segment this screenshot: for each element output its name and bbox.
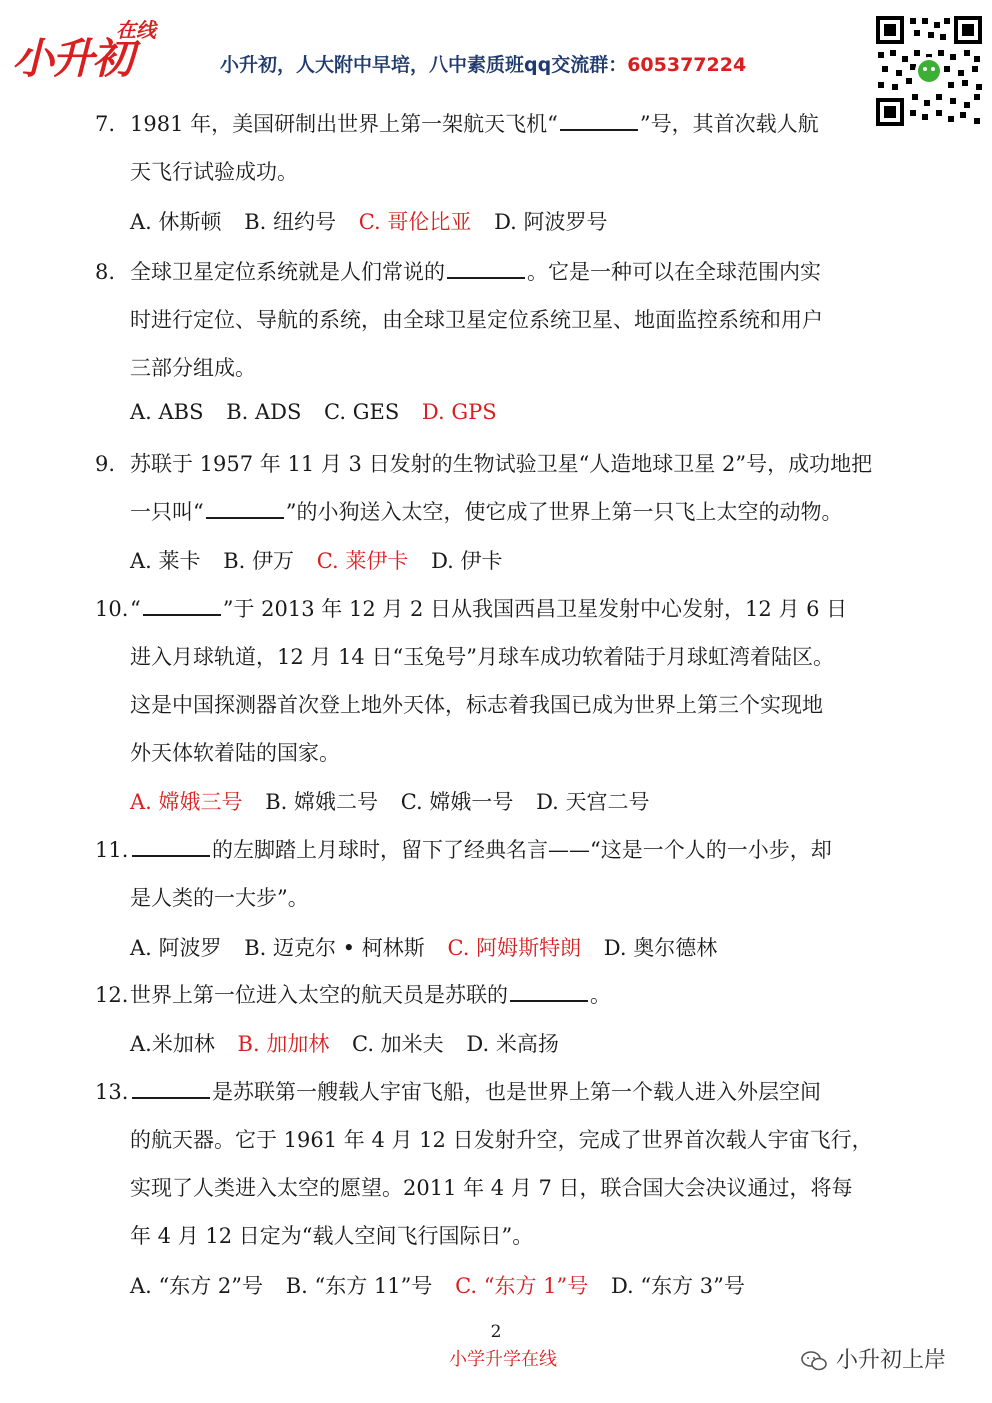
question-9 [95, 440, 905, 536]
wechat-account-name: 小升初上岸 [836, 1348, 947, 1373]
option-c-correct: C. 莱伊卡 [316, 549, 409, 573]
options-9 [130, 545, 519, 575]
question-7 [95, 100, 905, 196]
page-number: 2 [490, 1322, 502, 1342]
option-d: D. 伊卡 [431, 549, 503, 573]
question-number: 12. [95, 983, 129, 1007]
option-b: B. “东方 11”号 [285, 1274, 433, 1298]
option-a: A. 莱卡 [130, 549, 201, 573]
question-number: 9. [95, 452, 116, 476]
options-11 [130, 932, 733, 962]
option-d-correct: D. GPS [421, 400, 497, 424]
question-text: 全球卫星定位系统就是人们常说的 。它是一种可以在全球范围内实 时进行定位、导航的系统，由全球卫星定位系统卫星、地面监控系统和用户 三部分组成。 [130, 260, 823, 380]
answer-blank [132, 837, 210, 857]
option-c-correct: C. “东方 1”号 [455, 1274, 589, 1298]
option-c: C. 加米夫 [352, 1032, 444, 1056]
question-11 [95, 826, 905, 922]
header-group-info [220, 50, 746, 77]
header-group-text: 小升初，人大附中早培，八中素质班qq交流群： [220, 54, 628, 76]
question-text: 世界上第一位进入太空的航天员是苏联的 。 [130, 983, 611, 1007]
header-group-number: 605377224 [627, 54, 747, 76]
option-b: B. 伊万 [223, 549, 295, 573]
option-a: A.米加林 [130, 1032, 215, 1056]
question-text: 1981 年，美国研制出世界上第一架航天飞机“ ”号，其首次载人航 天飞行试验成功。 [130, 112, 819, 184]
question-10 [95, 585, 905, 777]
question-8 [95, 248, 905, 392]
wechat-account [800, 1343, 946, 1374]
option-b: B. 嫦娥二号 [265, 790, 379, 814]
question-number: 11. [95, 838, 129, 862]
logo-badge: 在线 [116, 18, 156, 42]
option-c: C. 嫦娥一号 [400, 790, 514, 814]
question-number: 13. [95, 1080, 129, 1104]
option-d: D. 奥尔德林 [603, 936, 718, 960]
question-number: 7. [95, 112, 116, 136]
option-a: A. “东方 2”号 [130, 1274, 264, 1298]
question-text: “ ”于 2013 年 12 月 2 日从我国西昌卫星发射中心发射，12 月 6 日 进入月球轨道，12 月 14 日“玉兔号”月球车成功软着陆于月球虹湾着陆区。 这是中国探测器首次登上地外天体，标志着我国已成为世界上第三个实现地 外天体软着陆的国家。 [130, 597, 848, 765]
options-12 [130, 1028, 575, 1058]
option-b: B. 迈克尔 • 柯林斯 [244, 936, 425, 960]
question-12 [95, 971, 905, 1019]
option-b: B. 纽约号 [244, 210, 337, 234]
options-13 [130, 1270, 761, 1300]
options-8 [130, 400, 513, 424]
answer-blank [132, 1079, 210, 1099]
question-number: 10. [95, 597, 129, 621]
option-b-correct: B. 加加林 [237, 1032, 330, 1056]
logo-main-text: 小升初 [12, 34, 133, 83]
option-c-correct: C. 哥伦比亚 [358, 210, 472, 234]
option-d: D. 阿波罗号 [494, 210, 608, 234]
answer-blank [143, 596, 221, 616]
answer-blank [560, 111, 638, 131]
option-d: D. 米高扬 [466, 1032, 559, 1056]
option-a: A. ABS [130, 400, 204, 424]
question-number: 8. [95, 260, 116, 284]
answer-blank [206, 499, 284, 519]
question-text: 苏联于 1957 年 11 月 3 日发射的生物试验卫星“人造地球卫星 2”号，成功地把 一只叫“ ”的小狗送入太空，使它成了世界上第一只飞上太空的动物。 [130, 452, 873, 524]
option-c: C. GES [324, 400, 400, 424]
logo [12, 8, 172, 83]
answer-blank [447, 259, 525, 279]
footer-site-name: 小学升学在线 [449, 1349, 557, 1370]
question-text: 是苏联第一艘载人宇宙飞船，也是世界上第一个载人进入外层空间 的航天器。它于 1961 年 4 月 12 日发射升空，完成了世界首次载人宇宙飞行， 实现了人类进入太空的愿望。2011 年 4 月 7 日，联合国大会决议通过，将每 年 4 月 12 日定为“载人空间飞行国际日”。 [130, 1080, 873, 1248]
options-7 [130, 206, 624, 236]
option-a: A. 休斯顿 [130, 210, 222, 234]
option-a-correct: A. 嫦娥三号 [130, 790, 243, 814]
option-c-correct: C. 阿姆斯特朗 [447, 936, 582, 960]
answer-blank [510, 982, 588, 1002]
option-d: D. “东方 3”号 [610, 1274, 745, 1298]
question-13 [95, 1068, 905, 1260]
wechat-icon [800, 1350, 828, 1372]
question-text: 的左脚踏上月球时，留下了经典名言——“这是一个人的一小步，却 是人类的一大步”。 [130, 838, 832, 910]
option-a: A. 阿波罗 [130, 936, 222, 960]
options-10 [130, 786, 666, 816]
option-d: D. 天宫二号 [536, 790, 650, 814]
option-b: B. ADS [226, 400, 302, 424]
